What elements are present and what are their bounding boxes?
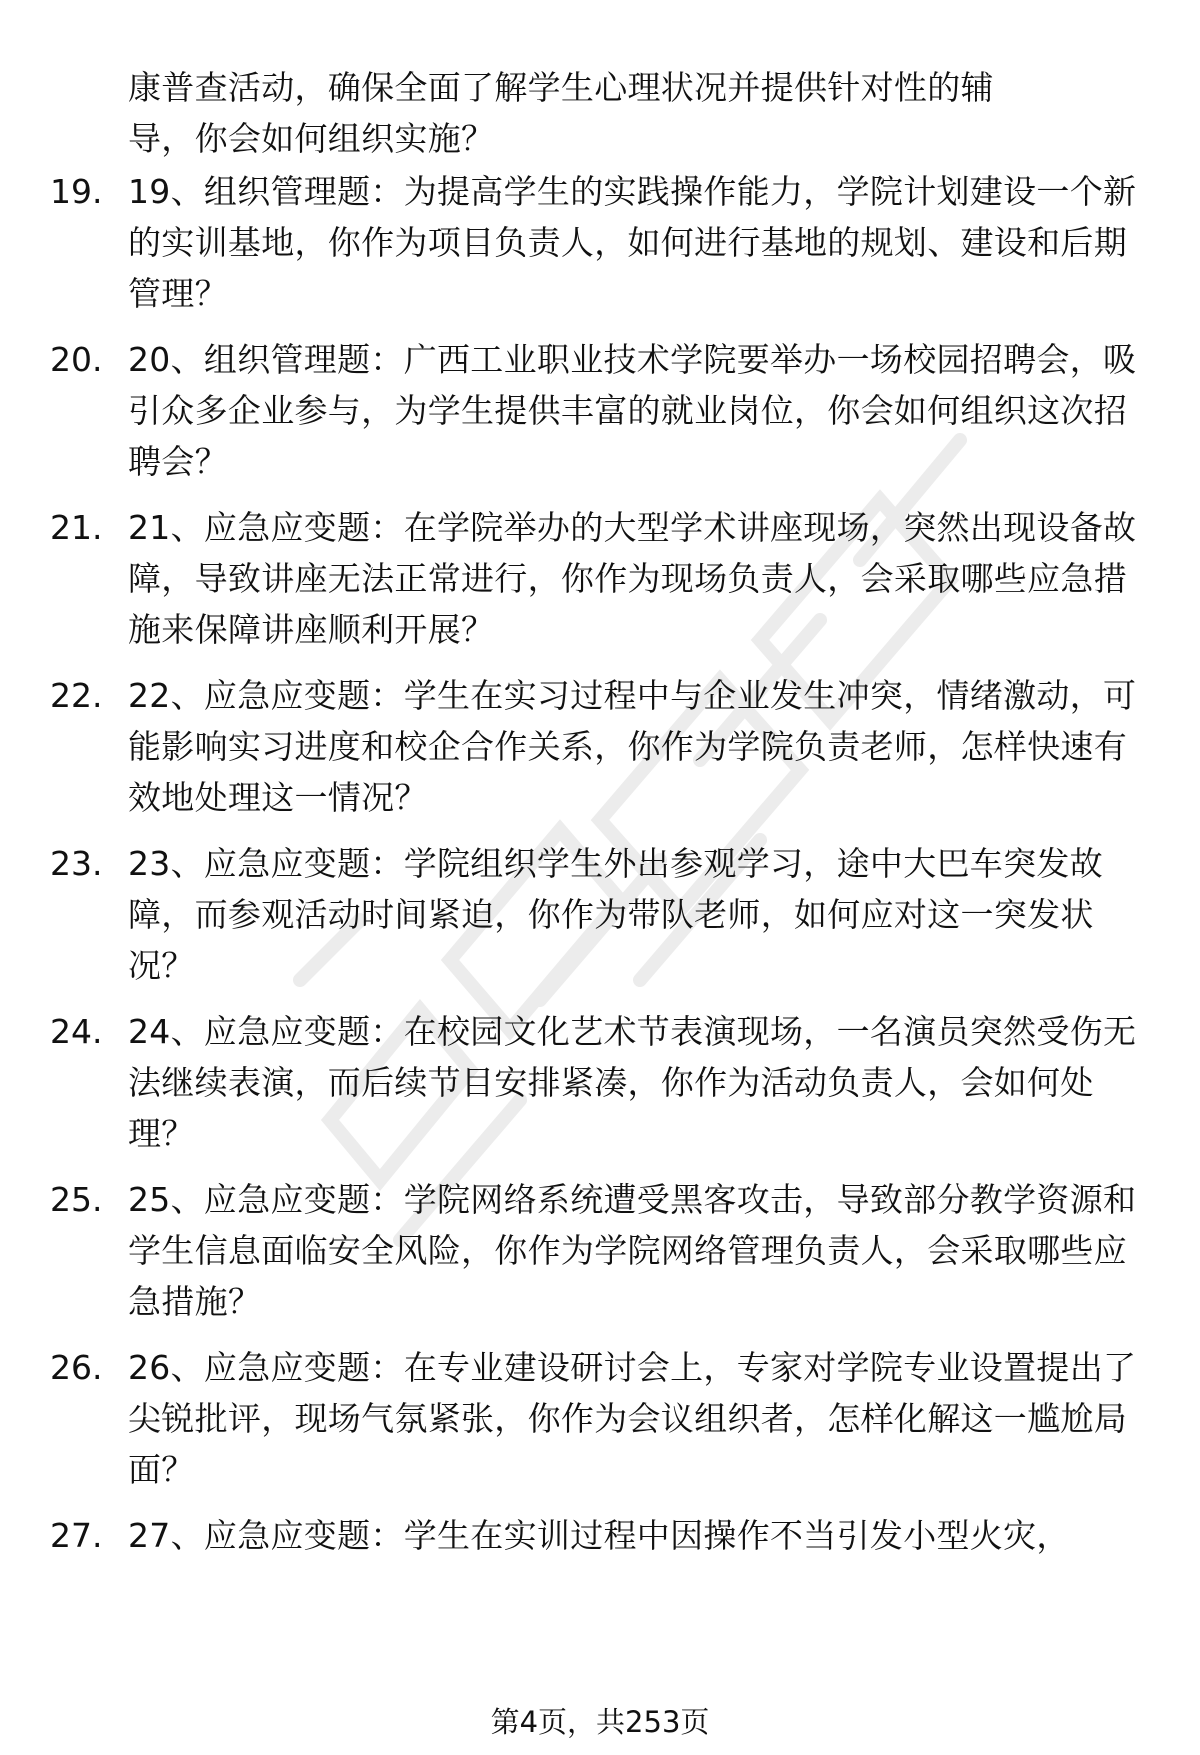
- question-text: 20、组织管理题：广西工业职业技术学院要举办一场校园招聘会，吸引众多企业参与，为学生提供丰富的就业岗位，你会如何组织这次招聘会？: [128, 340, 1137, 481]
- question-number: 26.: [50, 1348, 103, 1387]
- question-number: 19.: [50, 172, 103, 211]
- continued-question-body: 康普查活动，确保全面了解学生心理状况并提供针对性的辅导，你会如何组织实施？: [128, 68, 994, 158]
- question-text: 19、组织管理题：为提高学生的实践操作能力，学院计划建设一个新的实训基地，你作为项目负责人，如何进行基地的规划、建设和后期管理？: [128, 172, 1137, 313]
- question-number: 21.: [50, 508, 103, 547]
- question-text: 27、应急应变题：学生在实训过程中因操作不当引发小型火灾，: [128, 1516, 1070, 1555]
- question-number: 25.: [50, 1180, 103, 1219]
- question-number: 24.: [50, 1012, 103, 1051]
- question-text: 24、应急应变题：在校园文化艺术节表演现场，一名演员突然受伤无法继续表演，而后续节目安排紧凑，你作为活动负责人，会如何处理？: [128, 1012, 1137, 1153]
- question-text: 25、应急应变题：学院网络系统遭受黑客攻击，导致部分教学资源和学生信息面临安全风险，你作为学院网络管理负责人，会采取哪些应急措施？: [128, 1180, 1137, 1321]
- question-text: 23、应急应变题：学院组织学生外出参观学习，途中大巴车突发故障，而参观活动时间紧迫，你作为带队老师，如何应对这一突发状况？: [128, 844, 1103, 985]
- question-number: 22.: [50, 676, 103, 715]
- question-number: 23.: [50, 844, 103, 883]
- question-text: 22、应急应变题：学生在实习过程中与企业发生冲突，情绪激动，可能影响实习进度和校企合作关系，你作为学院负责老师，怎样快速有效地处理这一情况？: [128, 676, 1137, 817]
- page-footer: 第4页，共253页: [490, 1705, 710, 1739]
- question-number: 20.: [50, 340, 103, 379]
- continued-question-text: [128, 62, 1148, 164]
- question-text: 26、应急应变题：在专业建设研讨会上，专家对学院专业设置提出了尖锐批评，现场气氛紧张，你作为会议组织者，怎样化解这一尴尬局面？: [128, 1348, 1137, 1489]
- question-text: 21、应急应变题：在学院举办的大型学术讲座现场，突然出现设备故障，导致讲座无法正常进行，你作为现场负责人，会采取哪些应急措施来保障讲座顺利开展？: [128, 508, 1137, 649]
- question-number: 27.: [50, 1516, 103, 1555]
- continued-question-line: [128, 62, 1028, 164]
